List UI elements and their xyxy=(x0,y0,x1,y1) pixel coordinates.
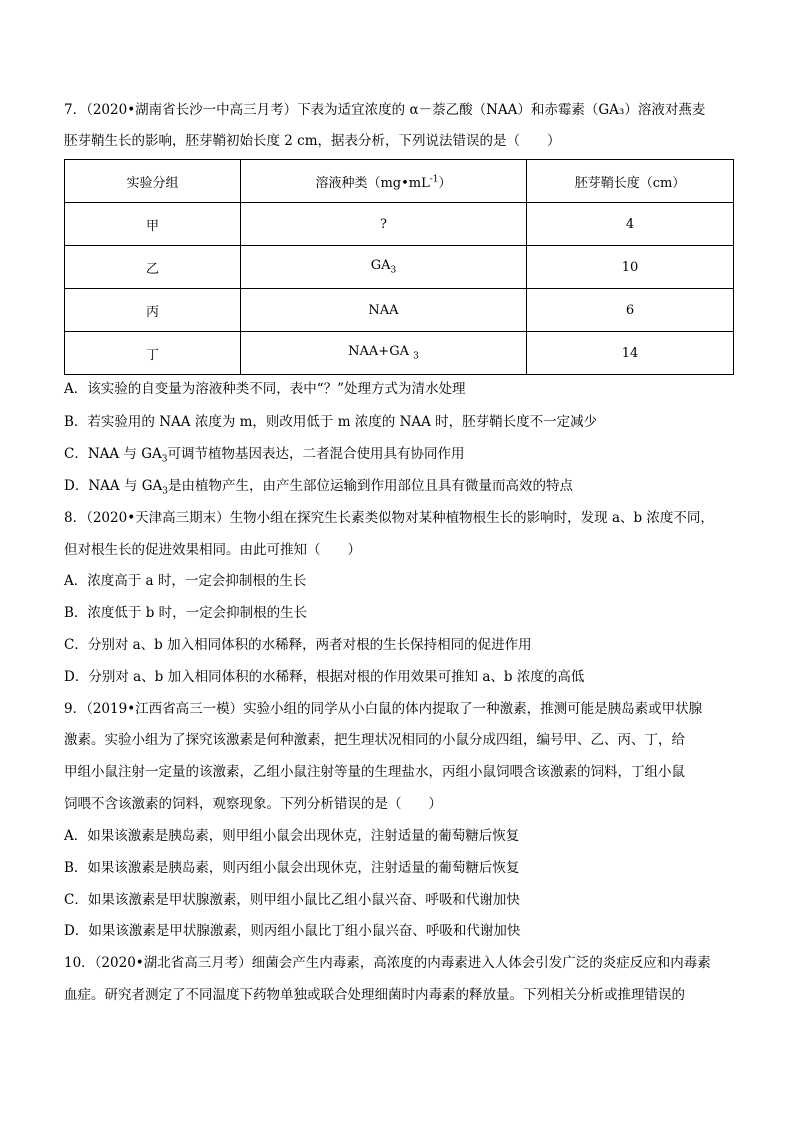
question-10-line-2: 血症。研究者测定了不同温度下药物单独或联合处理细菌时内毒素的释放量。下列相关分析或推理错误的 xyxy=(64,987,685,1003)
table-cell: 4 xyxy=(527,203,734,246)
q9-option-c: C．如果该激素是甲状腺激素，则甲组小鼠比乙组小鼠兴奋、呼吸和代谢加快 xyxy=(64,892,520,908)
q7-option-b: B．若实验用的 NAA 浓度为 m，则改用低于 m 浓度的 NAA 时，胚芽鞘长度不一定减少 xyxy=(64,414,598,430)
table-cell: 14 xyxy=(527,332,734,375)
table-row xyxy=(65,246,734,289)
q7-option-c-text: 可调节植物基因表达，二者混合使用具有协同作用 xyxy=(167,446,465,462)
question-7-line-1: 7．（2020•湖南省长沙一中高三月考）下表为适宜浓度的 α－萘乙酸（NAA）和赤霉素（GA₃）溶液对燕麦 xyxy=(64,102,706,118)
table-row xyxy=(65,203,734,246)
table-cell-subscript: 3 xyxy=(413,351,419,362)
question-9-line-1: 9．（2019•江西省高三一模）实验小组的同学从小白鼠的体内提取了一种激素，推测可能是胰岛素或甲状腺 xyxy=(64,701,703,717)
table-header-cell: 胚芽鞘长度（cm） xyxy=(527,160,734,203)
q7-option-d xyxy=(64,476,573,502)
question-9-line-2: 激素。实验小组为了探究该激素是何种激素，把生理状况相同的小鼠分成四组，编号甲、乙、丙、丁，给 xyxy=(64,732,685,748)
table-cell: 6 xyxy=(527,289,734,332)
table-header-row xyxy=(65,160,734,203)
q7-option-d-text: 是由植物产生，由产生部位运输到作用部位且具有微量而高效的特点 xyxy=(168,478,573,494)
question-9-line-4: 饲喂不含该激素的饲料，观察现象。下列分析错误的是（ ） xyxy=(64,796,442,812)
question-8-line-2: 但对根生长的促进效果相同。由此可推知（ ） xyxy=(64,542,361,558)
question-9-line-3: 甲组小鼠注射一定量的该激素，乙组小鼠注射等量的生理盐水，丙组小鼠饲喂含该激素的饲料，丁组小鼠 xyxy=(64,764,685,780)
table-row xyxy=(65,332,734,375)
q7-option-a: A．该实验的自变量为溶液种类不同，表中“？”处理方式为清水处理 xyxy=(64,381,466,397)
table-cell: NAA xyxy=(241,289,527,332)
q7-option-c-text: C．NAA 与 GA xyxy=(64,446,162,462)
table-row xyxy=(65,289,734,332)
q8-option-a: A．浓度高于 a 时，一定会抑制根的生长 xyxy=(64,573,307,589)
table-cell: 乙 xyxy=(65,246,241,289)
q7-option-d-text: D．NAA 与 GA xyxy=(64,478,163,494)
table-header-text: ） xyxy=(438,175,452,191)
table-cell: 10 xyxy=(527,246,734,289)
table-header-text: 溶液种类（mg•mL xyxy=(315,175,430,191)
table-cell: 甲 xyxy=(65,203,241,246)
table-cell xyxy=(241,246,527,289)
table-cell-text: GA xyxy=(370,258,391,274)
table-cell: ? xyxy=(241,203,527,246)
table-cell: 丙 xyxy=(65,289,241,332)
table-cell-subscript: 3 xyxy=(390,265,397,276)
table-header-superscript: -1 xyxy=(429,174,439,185)
q9-option-a: A．如果该激素是胰岛素，则甲组小鼠会出现休克，注射适量的葡萄糖后恢复 xyxy=(64,828,520,844)
table-header-cell xyxy=(241,160,527,203)
table-cell xyxy=(241,332,527,375)
table-cell: 丁 xyxy=(65,332,241,375)
q9-option-b: B．如果该激素是胰岛素，则丙组小鼠会出现休克，注射适量的葡萄糖后恢复 xyxy=(64,860,520,876)
table-header-cell: 实验分组 xyxy=(65,160,241,203)
q8-option-b: B．浓度低于 b 时，一定会抑制根的生长 xyxy=(64,605,308,621)
data-table xyxy=(64,159,734,375)
subscript: 3 xyxy=(161,454,168,465)
q8-option-c: C．分别对 a、b 加入相同体积的水稀释，两者对根的生长保持相同的促进作用 xyxy=(64,637,532,653)
subscript: 3 xyxy=(162,486,168,497)
q7-option-c xyxy=(64,444,465,470)
q9-option-d: D．如果该激素是甲状腺激素，则丙组小鼠比丁组小鼠兴奋、呼吸和代谢加快 xyxy=(64,923,521,939)
question-7-line-2: 胚芽鞘生长的影响，胚芽鞘初始长度 2 cm，据表分析，下列说法错误的是（ ） xyxy=(64,133,561,149)
question-10-line-1: 10．（2020•湖北省高三月考）细菌会产生内毒素，高浓度的内毒素进入人体会引发广泛的炎症反应和内毒素 xyxy=(64,955,711,971)
question-8-line-1: 8．（2020•天津高三期末）生物小组在探究生长素类似物对某种植物根生长的影响时，发现 a、b 浓度不同， xyxy=(64,510,714,526)
q8-option-d: D．分别对 a、b 加入相同体积的水稀释，根据对根的作用效果可推知 a、b 浓度的高低 xyxy=(64,669,585,685)
table-cell-text: NAA+GA xyxy=(348,344,414,360)
